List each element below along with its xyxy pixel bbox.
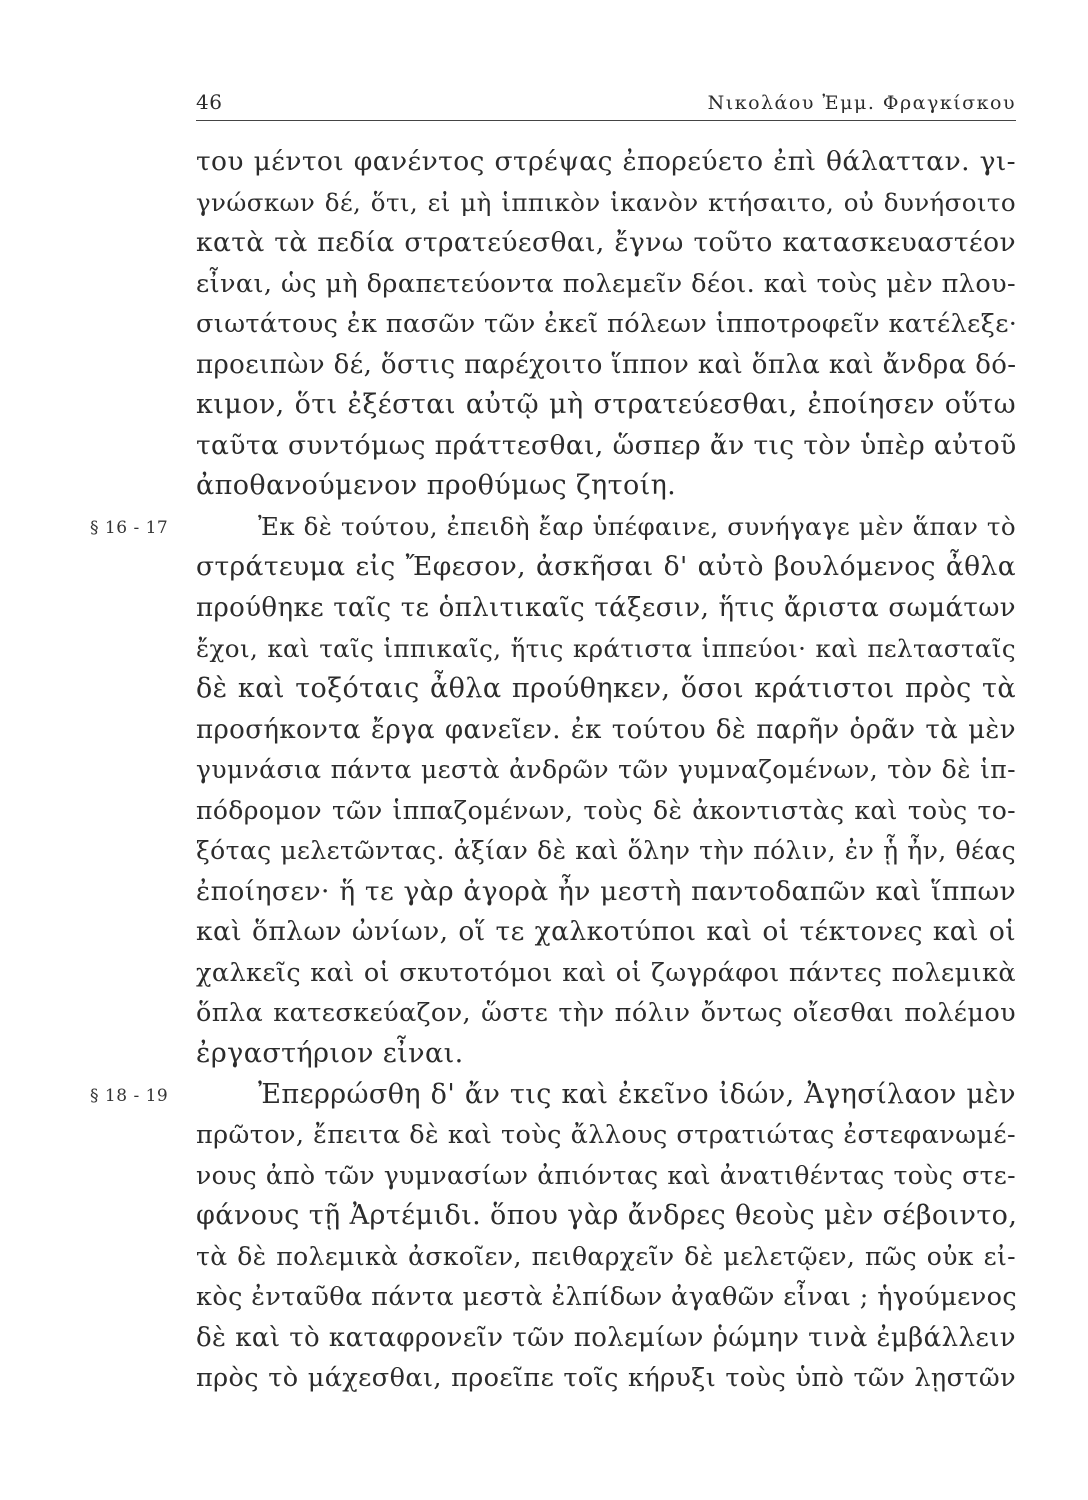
text-line: εἶναι, ὡς μὴ δραπετεύοντα πολεμεῖν δέοι. καὶ τοὺς μὲν πλου- bbox=[196, 268, 1016, 299]
text-line: δὲ καὶ τὸ καταφρονεῖν τῶν πολεμίων ῥώμην τινὰ ἐμβάλλειν bbox=[196, 1322, 1016, 1353]
text-line: προσήκοντα ἔργα φανεῖεν. ἐκ τούτου δὲ παρῆν ὁρᾶν τὰ μὲν bbox=[196, 714, 1016, 745]
text-line: ἀποθανούμενον προθύμως ζητοίη. bbox=[196, 470, 677, 502]
running-header bbox=[196, 90, 1016, 121]
text-line: γυμνάσια πάντα μεστὰ ἀνδρῶν τῶν γυμναζομένων, τὸν δὲ ἱπ- bbox=[196, 755, 1016, 785]
text-line: προειπὼν δέ, ὅστις παρέχοιτο ἵππον καὶ ὅπλα καὶ ἄνδρα δό- bbox=[196, 349, 1017, 380]
text-line: προύθηκε ταῖς τε ὁπλιτικαῖς τάξεσιν, ἥτις ἄριστα σωμάτων bbox=[196, 593, 1016, 624]
text-line: τὰ δὲ πολεμικὰ ἀσκοῖεν, πειθαρχεῖν δὲ μελετῷεν, πῶς οὐκ εἰ- bbox=[196, 1241, 1016, 1271]
text-line: δὲ καὶ τοξόταις ἆθλα προύθηκεν, ὅσοι κράτιστοι πρὸς τὰ bbox=[196, 673, 1016, 705]
text-line: ἐργαστήριον εἶναι. bbox=[196, 1038, 464, 1070]
paragraph bbox=[90, 1075, 1018, 1399]
text-line-content: Ἐκ δὲ τούτου, ἐπειδὴ ἔαρ ὑπέφαινε, συνήγαγε μὲν ἅπαν τὸ bbox=[258, 511, 1016, 541]
paragraph bbox=[196, 142, 1016, 507]
text-line: κὸς ἐνταῦθα πάντα μεστὰ ἐλπίδων ἀγαθῶν εἶναι ; ἡγούμενος bbox=[196, 1282, 1018, 1313]
page-number: 46 bbox=[196, 90, 223, 114]
text-line: πόδρομον τῶν ἱππαζομένων, τοὺς δὲ ἀκοντιστὰς καὶ τοὺς το- bbox=[196, 795, 1016, 825]
paragraph bbox=[90, 507, 1016, 1075]
text-line: καὶ ὅπλων ὠνίων, οἵ τε χαλκοτύποι καὶ οἱ τέκτονες καὶ οἱ bbox=[196, 916, 1016, 948]
text-line: ἔχοι, καὶ ταῖς ἱππικαῖς, ἥτις κράτιστα ἱππεύοι· καὶ πελτασταῖς bbox=[196, 633, 1016, 663]
text-line: γνώσκων δέ, ὅτι, εἰ μὴ ἱππικὸν ἱκανὸν κτήσαιτο, οὐ δυνήσοιτο bbox=[196, 187, 1016, 217]
running-title: Νικολάου Ἐμμ. Φραγκίσκου bbox=[707, 92, 1016, 114]
text-line-content: Ἐπερρώσθη δ' ἄν τις καὶ ἐκεῖνο ἰδών, Ἀγησίλαον μὲν bbox=[258, 1078, 1016, 1110]
body-text bbox=[90, 142, 1018, 1399]
text-line: του μέντοι φανέντος στρέψας ἐπορεύετο ἐπὶ θάλατταν. γι- bbox=[196, 146, 1016, 177]
text-line: πρὸς τὸ μάχεσθαι, προεῖπε τοῖς κήρυξι τοὺς ὑπὸ τῶν λῃστῶν bbox=[196, 1363, 1016, 1394]
text-line: πρῶτον, ἔπειτα δὲ καὶ τοὺς ἄλλους στρατιώτας ἐστεφανωμέ- bbox=[196, 1120, 1016, 1151]
text-line: ἐποίησεν· ἥ τε γὰρ ἀγορὰ ἦν μεστὴ παντοδαπῶν καὶ ἵππων bbox=[196, 875, 1016, 907]
text-line bbox=[90, 1075, 1016, 1116]
section-marker: § 16 - 17 bbox=[90, 517, 169, 538]
text-line: ξότας μελετῶντας. ἀξίαν δὲ καὶ ὅλην τὴν πόλιν, ἐν ᾗ ἦν, θέας bbox=[196, 836, 1016, 866]
section-marker: § 18 - 19 bbox=[90, 1085, 169, 1106]
text-line bbox=[90, 507, 1016, 548]
text-line: στράτευμα εἰς Ἔφεσον, ἀσκῆσαι δ' αὐτὸ βουλόμενος ἆθλα bbox=[196, 551, 1016, 583]
text-line: κιμον, ὅτι ἐξέσται αὐτῷ μὴ στρατεύεσθαι, ἐποίησεν οὕτω bbox=[196, 389, 1016, 421]
text-line: σιωτάτους ἐκ πασῶν τῶν ἐκεῖ πόλεων ἱπποτροφεῖν κατέλεξε· bbox=[196, 309, 1018, 340]
text-line: κατὰ τὰ πεδία στρατεύεσθαι, ἔγνω τοῦτο κατασκευαστέον bbox=[196, 227, 1016, 259]
text-line: ταῦτα συντόμως πράττεσθαι, ὥσπερ ἄν τις τὸν ὑπὲρ αὐτοῦ bbox=[196, 429, 1017, 461]
text-line: ὅπλα κατεσκεύαζον, ὥστε τὴν πόλιν ὄντως οἴεσθαι πολέμου bbox=[196, 998, 1016, 1029]
text-line: φάνους τῇ Ἀρτέμιδι. ὅπου γὰρ ἄνδρες θεοὺς μὲν σέβοιντο, bbox=[196, 1200, 1018, 1232]
text-line: νους ἀπὸ τῶν γυμνασίων ἀπιόντας καὶ ἀνατιθέντας τοὺς στε- bbox=[196, 1160, 1016, 1190]
text-line: χαλκεῖς καὶ οἱ σκυτοτόμοι καὶ οἱ ζωγράφοι πάντες πολεμικὰ bbox=[196, 957, 1016, 988]
